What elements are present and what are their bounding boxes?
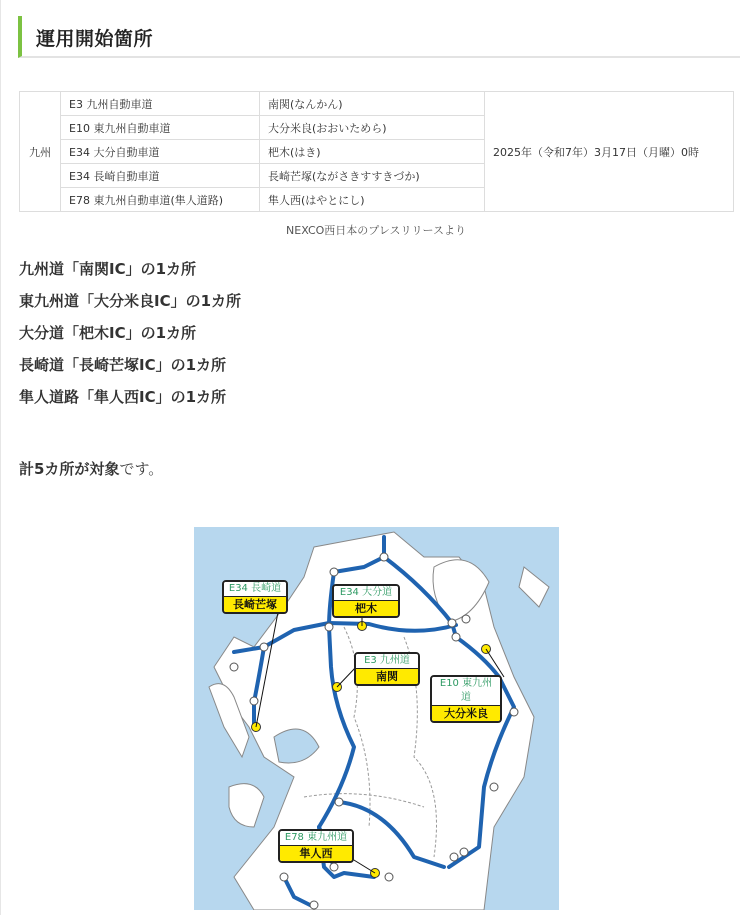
road-cell: E34 長崎自動車道 [61,164,260,188]
map-label-hayato-nishi: E78 東九州道 隼人西 [278,829,354,863]
list-item: 九州道「南関IC」の1カ所 [19,260,197,278]
ic-list [19,260,241,420]
list-item: 長崎道「長崎芒塚IC」の1カ所 [19,356,227,374]
map-label-haki: E34 大分道 杷木 [332,584,400,618]
date-cell: 2025年（令和7年）3月17日（月曜）0時 [485,92,734,212]
summary-text [19,460,163,479]
summary-rest: です。 [119,460,164,478]
section-heading [18,16,740,58]
ic-cell: 杷木(はき) [260,140,485,164]
map-label-nagasaki: E34 長崎道 長崎芒塚 [222,580,288,614]
road-cell: E34 大分自動車道 [61,140,260,164]
ic-cell: 長崎芒塚(ながさきすすきづか) [260,164,485,188]
list-item: 隼人道路「隼人西IC」の1カ所 [19,388,227,406]
ic-table [19,91,734,212]
map-label-oita-mera: E10 東九州道 大分米良 [430,675,502,723]
list-item: 東九州道「大分米良IC」の1カ所 [19,292,242,310]
road-cell: E3 九州自動車道 [61,92,260,116]
map-label-nankan: E3 九州道 南関 [354,652,420,686]
list-item: 大分道「杷木IC」の1カ所 [19,324,197,342]
summary-bold: 計5カ所が対象 [19,460,120,478]
ic-cell: 大分米良(おおいためら) [260,116,485,140]
page-edge [0,0,1,915]
ic-cell: 隼人西(はやとにし) [260,188,485,212]
ic-cell: 南関(なんかん) [260,92,485,116]
section-title: 運用開始箇所 [36,28,154,50]
road-cell: E78 東九州自動車道(隼人道路) [61,188,260,212]
road-cell: E10 東九州自動車道 [61,116,260,140]
kyushu-map [194,527,559,910]
region-cell: 九州 [20,92,61,212]
table-caption: NEXCO西日本のプレスリリースより [286,224,466,237]
table-row [20,92,734,116]
